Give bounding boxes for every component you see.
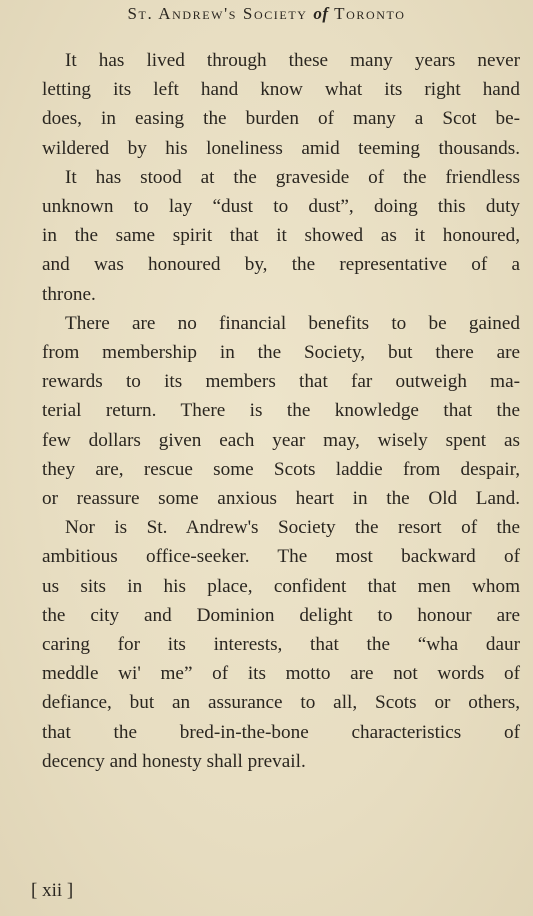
text-line: wildered by his loneliness amid teeming thousands. <box>42 137 520 159</box>
text-line: in the same spirit that it showed as it honoured, <box>42 225 520 247</box>
text-line: from membership in the Society, but there are <box>42 342 520 364</box>
text-line: It has stood at the graveside of the friendless <box>65 166 520 188</box>
text-line: unknown to lay “dust to dust”, doing this duty <box>42 196 520 218</box>
page-number: [ xii ] <box>31 880 74 901</box>
text-line: they are, rescue some Scots laddie from despair, <box>42 458 520 480</box>
text-line: It has lived through these many years never <box>65 50 520 71</box>
text-line: does, in easing the burden of many a Scot be- <box>42 108 520 130</box>
header-of: of <box>313 4 329 23</box>
text-line: few dollars given each year may, wisely spent as <box>42 429 520 451</box>
header-society-name: St. Andrew's Society <box>127 4 308 23</box>
text-line: letting its left hand know what its right hand <box>42 79 520 101</box>
text-line: defiance, but an assurance to all, Scots or others, <box>42 692 520 714</box>
body-text <box>19 46 520 776</box>
text-line: us sits in his place, confident that men whom <box>42 575 520 597</box>
text-line: that the bred-in-the-bone characteristics of <box>42 721 520 743</box>
text-line: There are no financial benefits to be gained <box>65 312 520 334</box>
text-line: caring for its interests, that the “wha daur <box>42 634 520 656</box>
paragraph-2 <box>19 163 520 309</box>
paragraph-1 <box>19 46 520 163</box>
paragraph-3 <box>19 309 520 513</box>
text-line: rewards to its members that far outweigh ma- <box>42 371 520 393</box>
text-line: or reassure some anxious heart in the Old Land. <box>42 488 520 510</box>
text-line: throne. <box>42 283 96 305</box>
text-line: the city and Dominion delight to honour are <box>42 604 520 626</box>
text-line: terial return. There is the knowledge that the <box>42 400 520 422</box>
text-line: ambitious office-seeker. The most backward of <box>42 546 520 568</box>
running-header <box>0 4 533 24</box>
text-line: and was honoured by, the representative of a <box>42 254 520 276</box>
header-city: Toronto <box>334 4 406 23</box>
text-line: meddle wi' me” of its motto are not words of <box>42 663 520 685</box>
text-line: Nor is St. Andrew's Society the resort of the <box>65 517 520 539</box>
paragraph-4 <box>19 513 520 776</box>
text-line: decency and honesty shall prevail. <box>42 750 306 772</box>
